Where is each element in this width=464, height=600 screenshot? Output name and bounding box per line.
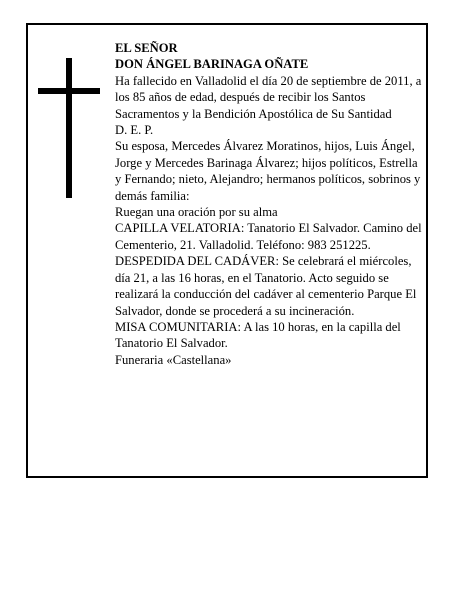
death-statement: Ha fallecido en Valladolid el día 20 de septiembre de 2011, a los 85 años de edad, después de recibir los Santos Sacramentos y la Bendición Apostólica de Su Santidad — [115, 73, 422, 121]
mass-info: MISA COMUNITARIA: A las 10 horas, en la capilla del Tanatorio El Salvador. — [115, 319, 401, 351]
chapel-info: CAPILLA VELATORIA: Tanatorio El Salvador. Camino del Cementerio, 21. Valladolid. Teléfono: 983 251225. — [115, 221, 422, 252]
notice-title: EL SEÑOR — [115, 41, 178, 55]
notice-text — [115, 40, 425, 368]
cross-vertical-bar — [66, 58, 72, 198]
deceased-name: DON ÁNGEL BARINAGA OÑATE — [115, 57, 309, 72]
cross-horizontal-bar — [38, 88, 100, 94]
rip-line: D. E. P. — [115, 123, 154, 138]
funeral-home: Funeraria «Castellana» — [115, 352, 232, 367]
prayer-request: Ruegan una oración por su alma — [115, 205, 278, 220]
farewell-info: DESPEDIDA DEL CADÁVER: Se celebrará el miércoles, día 21, a las 16 horas, en el Tanatorio. Acto seguido se realizará la conducción del cadáver al cementerio Parque El Salvador, donde se procederá a su incineración. — [115, 254, 417, 318]
family-list: Su esposa, Mercedes Álvarez Moratinos, hijos, Luis Ángel, Jorge y Mercedes Barinaga Álvarez; hijos políticos, Estrella y Fernando; nieto, Alejandro; hermanos políticos, sobrinos y demás familia: — [115, 139, 421, 203]
obituary-notice — [26, 23, 428, 478]
